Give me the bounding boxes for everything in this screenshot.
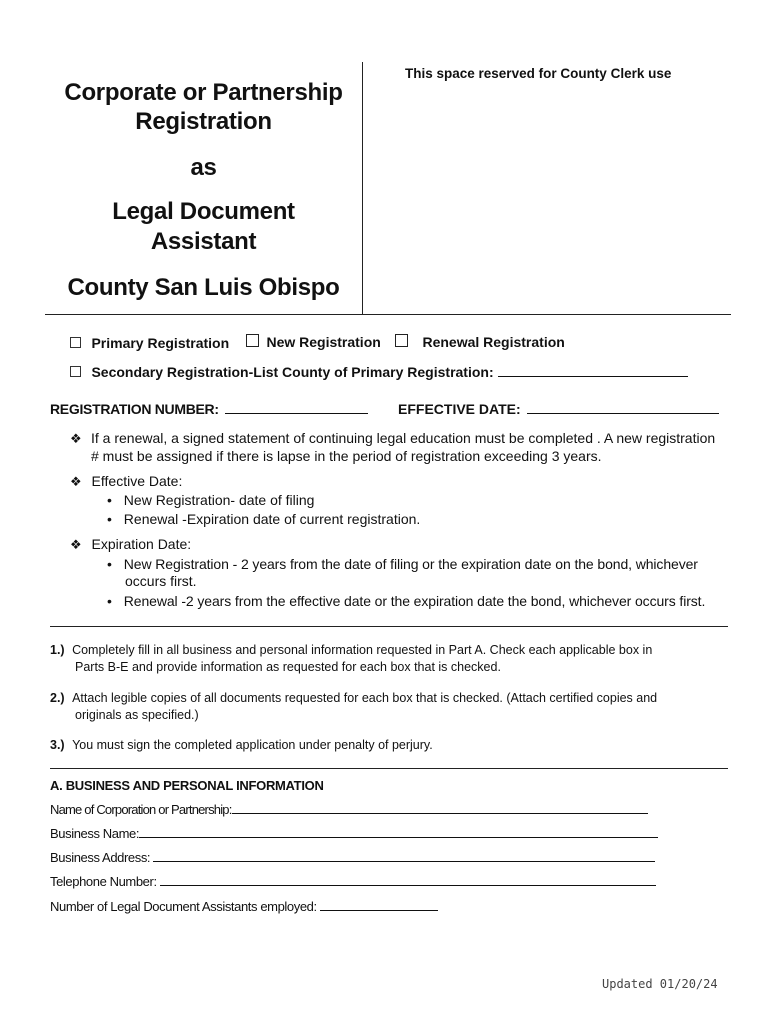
new-registration-checkbox[interactable]: [246, 334, 259, 347]
effective-date-field: [398, 401, 719, 419]
instruction-item: [50, 690, 728, 724]
bullet-dot-icon: •: [107, 556, 112, 572]
employees-count-label: Number of Legal Document Assistants employed:: [50, 899, 317, 914]
diamond-bullet-icon: ❖: [70, 474, 82, 489]
registration-number-field: [50, 401, 368, 419]
section-divider: [50, 626, 728, 627]
form-title-line-5: Assistant: [150, 228, 257, 255]
effective-date-input[interactable]: [527, 401, 719, 414]
effective-date-item-text: Renewal -Expiration date of current registration.: [123, 511, 421, 527]
instruction-text-continued: originals as specified.): [75, 708, 199, 722]
form-title-line-6: County San Luis Obispo: [67, 274, 340, 301]
form-title-line-3: as: [190, 154, 217, 181]
primary-registration-checkbox[interactable]: [70, 337, 81, 348]
business-address-input[interactable]: [153, 850, 655, 862]
telephone-number-field: [50, 874, 656, 889]
bullet-dot-icon: •: [107, 593, 112, 609]
county-clerk-note: This space reserved for County Clerk use: [405, 66, 672, 81]
employees-count-input[interactable]: [320, 899, 438, 911]
expiration-date-item-continued: occurs first.: [125, 573, 197, 589]
instruction-number: 2.): [50, 691, 65, 705]
instruction-text: You must sign the completed application under penalty of perjury.: [72, 738, 433, 752]
business-address-field: [50, 850, 655, 865]
effective-date-note: [70, 472, 182, 491]
telephone-number-input[interactable]: [160, 874, 656, 886]
primary-county-input[interactable]: [498, 364, 688, 377]
renewal-registration-label: Renewal Registration: [422, 334, 565, 350]
effective-date-item-text: New Registration- date of filing: [123, 492, 315, 508]
registration-number-input[interactable]: [225, 401, 368, 414]
title-block: [45, 62, 363, 314]
new-registration-option[interactable]: [246, 334, 381, 352]
secondary-registration-label: Secondary Registration-List County of Primary Registration:: [91, 364, 494, 380]
effective-date-item: [107, 491, 314, 509]
expiration-date-title: Expiration Date:: [91, 536, 192, 552]
form-title-line-1: Corporate or Partnership: [64, 79, 343, 106]
business-name-field: [50, 826, 658, 841]
instruction-number: 1.): [50, 643, 65, 657]
form-title-line-2: Registration: [135, 108, 272, 135]
form-title-line-4: Legal Document: [112, 198, 295, 225]
corporation-name-label: Name of Corporation or Partnership:: [50, 802, 232, 817]
business-name-label: Business Name:: [50, 826, 140, 841]
renewal-note-line-1: If a renewal, a signed statement of continuing legal education must be completed . A new registration: [91, 430, 716, 446]
corporation-name-field: [50, 802, 648, 817]
employees-count-field: [50, 899, 438, 914]
instruction-text: Attach legible copies of all documents requested for each box that is checked. (Attach certified copies and: [72, 691, 658, 705]
secondary-registration-option[interactable]: [70, 364, 688, 382]
instruction-item: [50, 642, 728, 676]
expiration-date-item: [107, 555, 698, 573]
diamond-bullet-icon: ❖: [70, 537, 82, 552]
renewal-registration-checkbox[interactable]: [395, 334, 408, 347]
updated-date: Updated 01/20/24: [602, 977, 718, 991]
effective-date-title: Effective Date:: [91, 473, 183, 489]
business-name-input[interactable]: [139, 826, 658, 838]
header-divider: [45, 314, 731, 315]
instruction-text-continued: Parts B-E and provide information as requested for each box that is checked.: [75, 660, 501, 674]
primary-registration-option[interactable]: [70, 335, 229, 353]
secondary-registration-checkbox[interactable]: [70, 366, 81, 377]
instruction-number: 3.): [50, 738, 65, 752]
new-registration-label: New Registration: [266, 334, 381, 350]
section-divider: [50, 768, 728, 769]
corporation-name-input[interactable]: [232, 802, 648, 814]
bullet-dot-icon: •: [107, 511, 112, 527]
effective-date-item: [107, 510, 420, 528]
business-address-label: Business Address:: [50, 850, 151, 865]
telephone-number-label: Telephone Number:: [50, 874, 157, 889]
registration-number-label: REGISTRATION NUMBER:: [50, 401, 219, 417]
instruction-item: [50, 737, 728, 754]
expiration-date-item-text: New Registration - 2 years from the date of filing or the expiration date on the bond, whichever: [123, 556, 698, 572]
primary-registration-label: Primary Registration: [91, 335, 230, 351]
expiration-date-item: [107, 592, 705, 610]
section-a-heading: A. BUSINESS AND PERSONAL INFORMATION: [50, 778, 324, 793]
renewal-registration-option[interactable]: [395, 334, 565, 352]
bullet-dot-icon: •: [107, 492, 112, 508]
effective-date-label: EFFECTIVE DATE:: [398, 401, 521, 417]
renewal-note-line-2: # must be assigned if there is lapse in the period of registration exceeding 3 years.: [91, 448, 602, 464]
instruction-text: Completely fill in all business and personal information requested in Part A. Check each applicable box in: [72, 643, 653, 657]
diamond-bullet-icon: ❖: [70, 431, 82, 446]
renewal-note: [70, 429, 716, 464]
expiration-date-item-text: Renewal -2 years from the effective date or the expiration date the bond, whichever occurs first.: [123, 593, 706, 609]
expiration-date-note: [70, 535, 191, 554]
